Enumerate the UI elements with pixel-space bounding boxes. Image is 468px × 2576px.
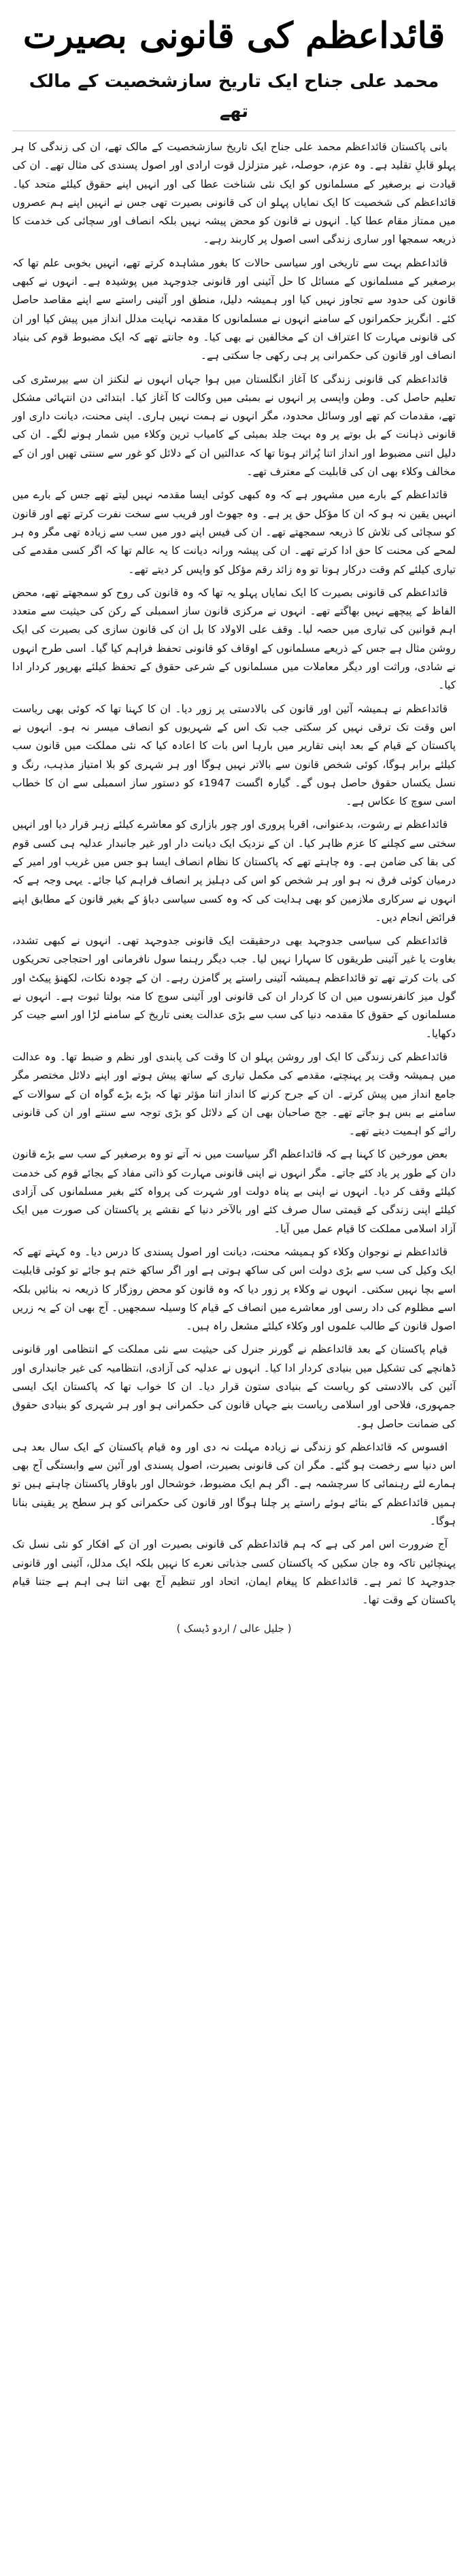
article-paragraph: آج ضرورت اس امر کی ہے کہ ہم قائداعظم کی قانونی بصیرت اور ان کے افکار کو نئی نسل تک پہنچائیں تاکہ وہ جان سکیں کہ پاکستان کسی جذباتی نعرے کا نہیں بلکہ ایک مدلل، آئینی اور قانونی جدوجہد کا ثمر ہے۔ قائداعظم کا پیغام ایمان، اتحاد اور تنظیم آج بھی اتنا ہی اہم ہے جتنا قیام پاکستان کے وقت تھا۔	[12, 1538, 456, 1607]
article-paragraph: قائداعظم کے بارے میں مشہور ہے کہ وہ کبھی کوئی ایسا مقدمہ نہیں لیتے تھے جس کے بارے میں انہیں یقین نہ ہو کہ ان کا مؤکل حق پر ہے۔ وہ جھوٹ اور فریب سے سخت نفرت کرتے تھے اور قانون کو سچائی کی تلاش کا ذریعہ سمجھتے تھے۔ ان کی فیس اپنے دور میں سب سے زیادہ تھی مگر وہ ہر لمحے کی محنت کا حق ادا کرتے تھے۔ ان کی پیشہ ورانہ دیانت کا یہ عالم تھا کہ اگر کسی مقدمے کی تیاری کیلئے کم وقت درکار ہوتا تو وہ زائد رقم مؤکل کو واپس کر دیتے تھے۔	[12, 489, 456, 576]
article-paragraph: قائداعظم نے ہمیشہ آئین اور قانون کی بالادستی پر زور دیا۔ ان کا کہنا تھا کہ کوئی بھی ریاست اس وقت تک ترقی نہیں کر سکتی جب تک اس کے شہریوں کو انصاف میسر نہ ہو۔ انہوں نے پاکستان کے قیام کے بعد اپنی تقاریر میں بارہا اس بات کا اعادہ کیا کہ نئی مملکت میں قانون سب کیلئے برابر ہوگا، کوئی شخص قانون سے بالاتر نہیں ہوگا اور ہر شہری کو بلا امتیاز مذہب، رنگ و نسل یکساں حقوق حاصل ہوں گے۔ گیارہ اگست 1947ء کو دستور ساز اسمبلی سے ان کا خطاب اسی سوچ کا عکاس ہے۔	[12, 702, 456, 808]
article-paragraph: قائداعظم کی قانونی زندگی کا آغاز انگلستان میں ہوا جہاں انہوں نے لنکنز ان سے بیرسٹری کی تعلیم حاصل کی۔ وطن واپسی پر انہوں نے بمبئی میں وکالت کا آغاز کیا۔ ابتدائی دن انتہائی مشکل تھے، مقدمات کم تھے اور وسائل محدود، مگر انہوں نے ہمت نہیں ہاری۔ اپنی محنت، دیانت داری اور قانونی ذہانت کے بل بوتے پر وہ بہت جلد بمبئی کے کامیاب ترین وکلاء میں شمار ہونے لگے۔ ان کی دلیل اتنی مضبوط اور انداز اتنا پُراثر ہوتا تھا کہ عدالتیں ان کے دلائل کو غور سے سنتی تھیں اور ان کے مخالف وکلاء بھی ان کی قابلیت کے معترف تھے۔	[12, 372, 456, 478]
article-paragraph: قائداعظم کی قانونی بصیرت کا ایک نمایاں پہلو یہ تھا کہ وہ قانون کی روح کو سمجھتے تھے، محض الفاظ کے پیچھے نہیں بھاگتے تھے۔ انہوں نے مرکزی قانون ساز اسمبلی کے رکن کی حیثیت سے متعدد اہم قوانین کی تیاری میں حصہ لیا۔ وقف علی الاولاد کا بل ان کی قانون سازی کی بصیرت کی ایک روشن مثال ہے جس کے ذریعے مسلمانوں کے اوقاف کو قانونی تحفظ فراہم کیا گیا۔ اسی طرح انہوں نے شادی، وراثت اور دیگر معاملات میں مسلمانوں کے شرعی حقوق کے تحفظ کیلئے بھرپور کردار ادا کیا۔	[12, 586, 456, 692]
article-paragraph: قائداعظم کی زندگی کا ایک اور روشن پہلو ان کا وقت کی پابندی اور نظم و ضبط تھا۔ وہ عدالت میں ہمیشہ وقت پر پہنچتے، مقدمے کی مکمل تیاری کے ساتھ پیش ہوتے اور اپنے دلائل مختصر مگر جامع انداز میں پیش کرتے۔ ان کے جرح کرنے کا انداز اتنا مؤثر تھا کہ بڑے بڑے گواہ ان کے سوالات کے سامنے بے بس ہو جاتے تھے۔ جج صاحبان بھی ان کے دلائل کو بڑی توجہ سے سنتے اور ان کی قانونی رائے کو اہمیت دیتے تھے۔	[12, 1050, 456, 1138]
article-paragraph: قائداعظم بہت سے تاریخی اور سیاسی حالات کا بغور مشاہدہ کرتے تھے، انہیں بخوبی علم تھا کہ برصغیر کے مسلمانوں کے مسائل کا حل آئینی اور قانونی جدوجہد میں پوشیدہ ہے۔ انہوں نے کبھی قانون کی حدود سے تجاوز نہیں کیا اور ہمیشہ دلیل، منطق اور آئینی راستے سے اپنے مقاصد حاصل کئے۔ انگریز حکمرانوں کے سامنے انہوں نے مسلمانوں کا مقدمہ نہایت مدلل انداز میں پیش کیا اور ان کی قانونی مہارت کا اعتراف ان کے مخالفین نے بھی کیا۔ وہ جانتے تھے کہ ایک مضبوط قوم کی بنیاد انصاف اور قانون کی حکمرانی پر ہی رکھی جا سکتی ہے۔	[12, 256, 456, 362]
article-paragraph: قیام پاکستان کے بعد قائداعظم نے گورنر جنرل کی حیثیت سے نئی مملکت کے انتظامی اور قانونی ڈھانچے کی تشکیل میں بنیادی کردار ادا کیا۔ انہوں نے عدلیہ کی آزادی، انتظامیہ کی غیر جانبداری اور آئین کی بالادستی کو ریاست کے بنیادی ستون قرار دیا۔ ان کا خواب تھا کہ پاکستان ایک ایسی جمہوری، فلاحی اور اسلامی ریاست بنے جہاں قانون کی حکمرانی ہو اور ہر شہری کو بنیادی حقوق کی ضمانت حاصل ہو۔	[12, 1343, 456, 1430]
article-subheadline: محمد علی جناح ایک تاریخ سازشخصیت کے مالک تھے	[12, 67, 456, 131]
article-paragraph: قائداعظم کی سیاسی جدوجہد بھی درحقیقت ایک قانونی جدوجہد تھی۔ انہوں نے کبھی تشدد، بغاوت یا غیر آئینی طریقوں کا سہارا نہیں لیا۔ جب دیگر رہنما سول نافرمانی اور احتجاجی تحریکوں کی بات کرتے تھے تو قائداعظم ہمیشہ آئینی راستے پر گامزن رہے۔ ان کے چودہ نکات، لکھنؤ پیکٹ اور گول میز کانفرنسوں میں ان کا کردار ان کی قانونی اور آئینی سوچ کا منہ بولتا ثبوت ہے۔ انہوں نے مسلمانوں کے حقوق کا مقدمہ دنیا کی سب سے بڑی عدالت یعنی تاریخ کے سامنے لڑا اور اسے جیت کر دکھایا۔	[12, 935, 456, 1040]
article-headline: قائداعظم کی قانونی بصیرت	[22, 15, 446, 56]
article-paragraph: قائداعظم نے نوجوان وکلاء کو ہمیشہ محنت، دیانت اور اصول پسندی کا درس دیا۔ وہ کہتے تھے کہ ایک وکیل کی سب سے بڑی دولت اس کی ساکھ ہوتی ہے اور اگر ساکھ ختم ہو جائے تو کوئی قابلیت اسے بچا نہیں سکتی۔ انہوں نے وکلاء پر زور دیا کہ وہ قانون کو محض روزگار کا ذریعہ نہ بنائیں بلکہ اسے مظلوم کی داد رسی اور معاشرے میں انصاف کے قیام کا وسیلہ سمجھیں۔ آج بھی ان کے یہ زریں اصول قانون کے طالب علموں اور وکلاء کیلئے مشعل راہ ہیں۔	[12, 1245, 456, 1333]
article-paragraph: بعض مورخین کا کہنا ہے کہ قائداعظم اگر سیاست میں نہ آتے تو وہ برصغیر کے سب سے بڑے قانون دان کے طور پر یاد کئے جاتے۔ مگر انہوں نے اپنی قانونی مہارت کو ذاتی مفاد کے بجائے قوم کی خدمت کیلئے وقف کر دیا۔ انہوں نے اپنی بے پناہ دولت اور شہرت کی پرواہ کئے بغیر مسلمانوں کی آزادی کیلئے اپنی زندگی کے قیمتی سال صرف کئے اور بالآخر دنیا کے نقشے پر پاکستان کی صورت میں ایک آزاد اسلامی مملکت کا قیام عمل میں آیا۔	[12, 1148, 456, 1235]
article-paragraph: بانی پاکستان قائداعظم محمد علی جناح ایک تاریخ سازشخصیت کے مالک تھے، ان کی زندگی کا ہر پہلو قابلِ تقلید ہے۔ وہ عزم، حوصلہ، غیر متزلزل قوت ارادی اور اصول پسندی کی مثال تھے۔ ان کی قیادت نے برصغیر کے مسلمانوں کو ایک نئی شناخت عطا کی اور انہیں اپنے حقوق کیلئے متحد کیا۔ قائداعظم کی شخصیت کا ایک نمایاں پہلو ان کی قانونی بصیرت تھی جس نے انہیں اپنے ہم عصروں میں ممتاز مقام عطا کیا۔ انہوں نے قانون کو محض پیشہ نہیں بلکہ انصاف اور سچائی کی خدمت کا ذریعہ سمجھا اور ساری زندگی اسی اصول پر کاربند رہے۔	[12, 141, 456, 246]
article-byline: ( جلیل عالی / اردو ڈیسک )	[176, 1622, 292, 1635]
article-paragraph: افسوس کہ قائداعظم کو زندگی نے زیادہ مہلت نہ دی اور وہ قیام پاکستان کے ایک سال بعد ہی اس دنیا سے رخصت ہو گئے۔ مگر ان کی قانونی بصیرت، اصول پسندی اور آئین سے وابستگی آج بھی ہمارے لئے رہنمائی کا سرچشمہ ہے۔ اگر ہم ایک مضبوط، خوشحال اور باوقار پاکستان چاہتے ہیں تو ہمیں قائداعظم کے بتائے ہوئے راستے پر چلنا ہوگا اور قانون کی حکمرانی کو ہر سطح پر یقینی بنانا ہوگا۔	[12, 1440, 456, 1528]
article-paragraph: قائداعظم نے رشوت، بدعنوانی، اقربا پروری اور چور بازاری کو معاشرے کیلئے زہر قرار دیا اور انہیں سختی سے کچلنے کا عزم ظاہر کیا۔ ان کے نزدیک ایک دیانت دار اور غیر جانبدار عدلیہ ہی کسی قوم کی بقا کی ضامن ہے۔ وہ چاہتے تھے کہ پاکستان کا نظام انصاف ایسا ہو جس میں غریب اور امیر کے درمیان کوئی فرق نہ ہو اور ہر شخص کو اس کی دہلیز پر انصاف فراہم کیا جائے۔ یہی وجہ ہے کہ انہوں نے سرکاری ملازمین کو بھی ہدایت کی کہ وہ کسی سیاسی دباؤ کے بغیر قانون کے مطابق اپنے فرائض انجام دیں۔	[12, 818, 456, 924]
article-body	[12, 138, 456, 1610]
